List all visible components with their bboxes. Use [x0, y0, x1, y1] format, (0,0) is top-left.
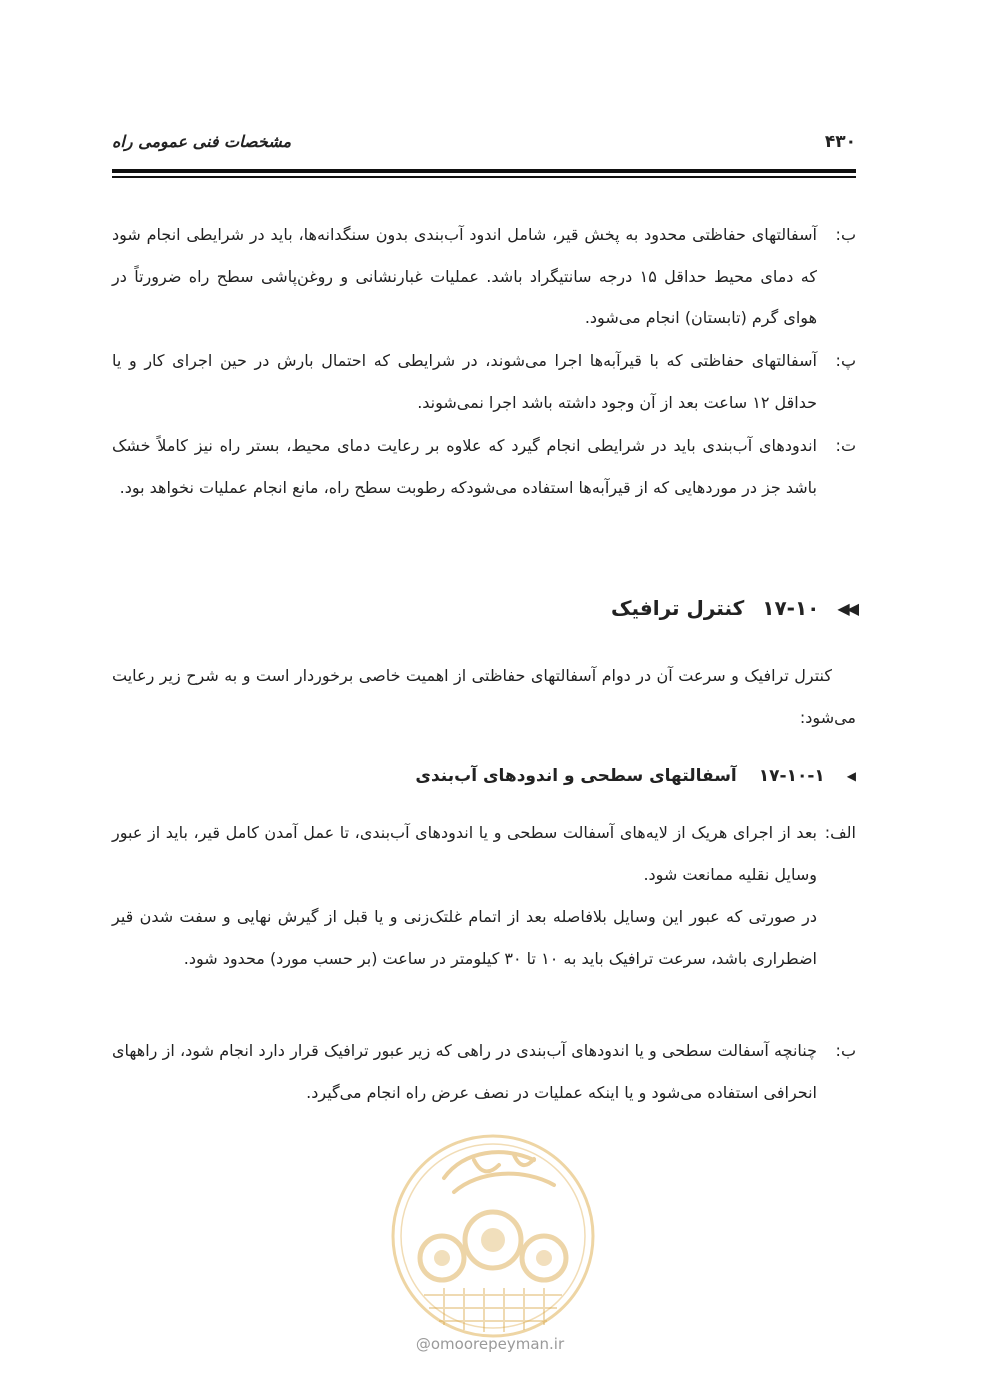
list-marker: پ:	[835, 351, 856, 370]
arrow-icon: ◀	[846, 769, 856, 783]
header-rule-thick	[112, 169, 856, 173]
page-header	[112, 124, 856, 160]
list-item-text: آسفالتهای حفاظتی که با قیرآبه‌ها اجرا می‌شوند، در شرایطی که احتمال بارش در حین اجرای کار و یا حداقل ۱۲ ساعت بعد از آن وجود داشته باشد اجرا نمی‌شوند.	[112, 351, 817, 412]
section-heading	[611, 596, 856, 620]
watermark-logo	[384, 1130, 602, 1342]
section-number: ۱۷-۱۰	[762, 596, 820, 620]
watermark-handle: @omoorepeyman.ir	[415, 1335, 565, 1353]
running-title: مشخصات فنی عمومی راه	[112, 132, 292, 151]
list-marker: ب:	[835, 225, 856, 244]
list-item-text: آسفالتهای حفاظتی محدود به پخش قیر، شامل اندود آب‌بندی بدون سنگدانه‌ها، باید در شرایطی انجام شود که دمای محیط حداقل ۱۵ درجه سانتیگراد باشد. عملیات غبارنشانی و روغن‌پاشی سطح راه ضرورتاً در هوای گرم (تابستان) انجام می‌شود.	[112, 225, 818, 327]
subsection-title: آسفالتهای سطحی و اندودهای آب‌بندی	[415, 766, 737, 786]
list-marker: ت:	[835, 436, 856, 455]
list-marker: الف:	[824, 823, 856, 842]
list-marker: ب:	[835, 1041, 856, 1060]
subsection-number: ۱۷-۱۰-۱	[758, 766, 825, 786]
double-arrow-icon: ◀◀	[837, 598, 856, 618]
list-item-text: بعد از اجرای هریک از لایه‌های آسفالت سطحی و یا اندودهای آب‌بندی، تا عمل آمدن کامل قیر، باید از عبور وسایل نقلیه ممانعت شود.	[112, 823, 817, 884]
list-item-b	[112, 214, 856, 339]
list-item-t	[112, 425, 856, 508]
list-item-alef	[112, 812, 856, 895]
list-item-continuation: در صورتی که عبور این وسایل بلافاصله بعد از اتمام غلتک‌زنی و یا قبل از گیرش نهایی و سفت شدن قیر اضطراری باشد، سرعت ترافیک باید به ۱۰ تا ۳۰ کیلومتر در ساعت (بر حسب مورد) محدود شود.	[112, 907, 817, 968]
list-item-b2	[112, 1030, 856, 1113]
subsection-heading	[415, 766, 856, 786]
list-item-p	[112, 340, 856, 423]
list-item-text: اندودهای آب‌بندی باید در شرایطی انجام گیرد که علاوه بر رعایت دمای محیط، بستر راه نیز کاملاً خشک باشد جز در موردهایی که از قیرآبه‌ها استفاده می‌شودکه رطوبت سطح راه، مانع انجام عملیات نخواهد بود.	[112, 436, 817, 497]
section-title: کنترل ترافیک	[610, 596, 745, 620]
section-intro: کنترل ترافیک و سرعت آن در دوام آسفالتهای حفاظتی از اهمیت خاصی برخوردار است و به شرح زیر رعایت می‌شود:	[112, 666, 856, 727]
header-rule-thin	[112, 176, 856, 178]
list-item-text: چنانچه آسفالت سطحی و یا اندودهای آب‌بندی در راهی که زیر عبور ترافیک قرار دارد انجام شود، از راههای انحرافی استفاده می‌شود و یا اینکه عملیات در نصف عرض راه انجام می‌گیرد.	[112, 1041, 817, 1102]
page-number: ۴۳۰	[824, 132, 856, 152]
